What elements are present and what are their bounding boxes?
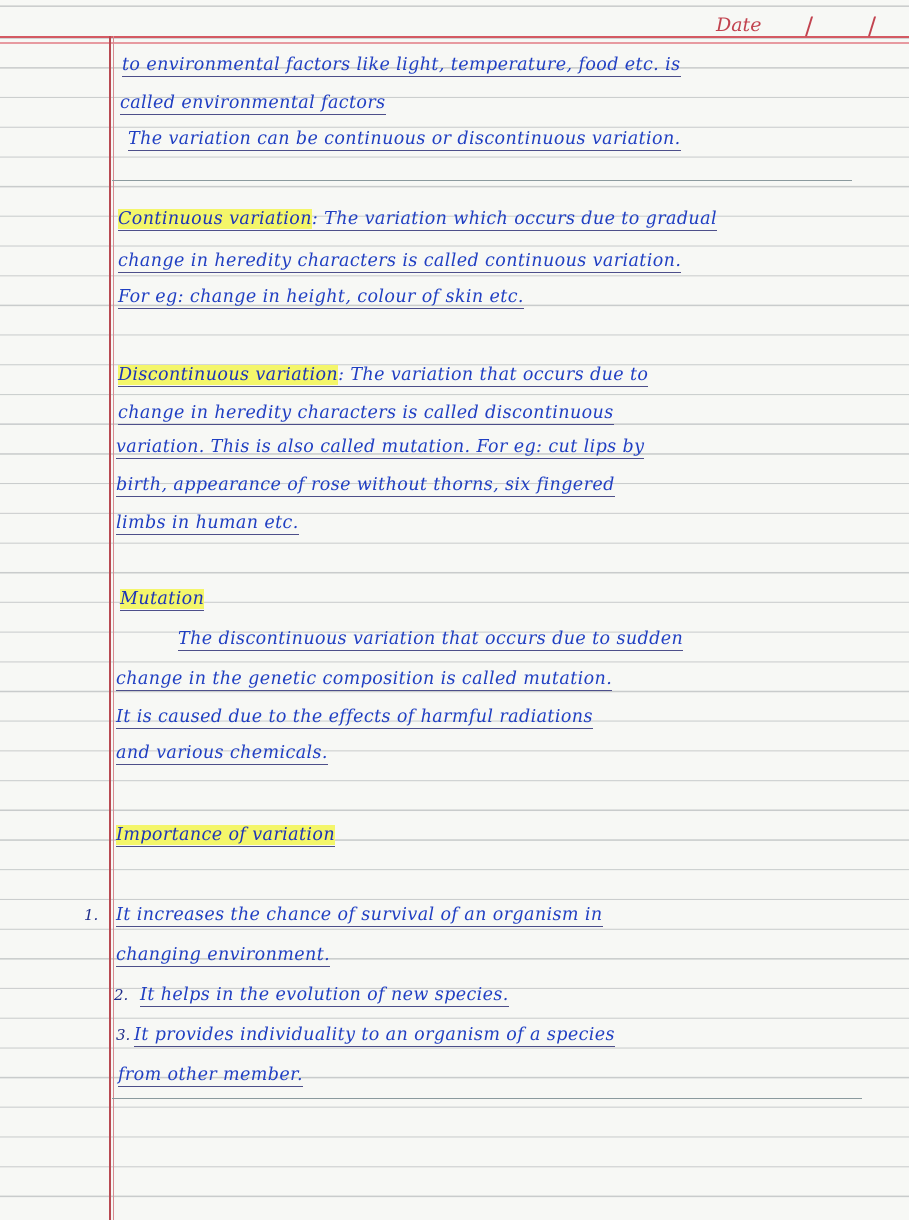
discontinuous-text-2: change in heredity characters is called discontinuous	[118, 403, 614, 423]
discontinuous-heading-line	[118, 364, 648, 387]
intro-line-3: The variation can be continuous or discontinuous variation.	[128, 129, 681, 149]
discontinuous-text-1: : The variation that occurs due to	[338, 365, 649, 385]
point-2-line-1: It helps in the evolution of new species.	[140, 985, 509, 1005]
importance-heading-line	[116, 824, 335, 847]
continuous-text-1: : The variation which occurs due to gradual	[311, 209, 717, 229]
mutation-heading: Mutation	[120, 589, 205, 609]
intro-line-1: to environmental factors like light, temperature, food etc. is	[122, 55, 681, 75]
continuous-text-2: change in heredity characters is called continuous variation.	[118, 251, 682, 271]
discontinuous-text-4: birth, appearance of rose without thorns, six fingered	[116, 475, 615, 495]
mutation-text-4: and various chemicals.	[116, 743, 328, 763]
point-1-line-1: It increases the chance of survival of an organism in	[116, 905, 603, 925]
continuous-heading: Continuous variation	[118, 209, 312, 229]
mutation-heading-line	[120, 588, 204, 611]
intro-line-2: called environmental factors	[120, 93, 386, 113]
point-3-line-2: from other member.	[118, 1065, 303, 1085]
discontinuous-text-5: limbs in human etc.	[116, 513, 299, 533]
discontinuous-heading: Discontinuous variation	[118, 365, 339, 385]
continuous-heading-line	[118, 208, 717, 231]
mutation-text-2: change in the genetic composition is called mutation.	[116, 669, 613, 689]
margin-line	[109, 36, 111, 1220]
section-gap-rule	[112, 180, 852, 181]
date-separator-1: /	[805, 12, 814, 40]
point-number-2: 2.	[114, 986, 129, 1004]
header-rule	[0, 36, 909, 38]
point-1-line-2: changing environment.	[116, 945, 331, 965]
importance-heading: Importance of variation	[116, 825, 335, 845]
date-separator-2: /	[868, 12, 877, 40]
header-rule-2	[0, 42, 909, 44]
mutation-text-3: It is caused due to the effects of harmful radiations	[116, 707, 593, 727]
point-number-1: 1.	[84, 906, 99, 924]
date-label: Date	[716, 14, 762, 36]
point-number-3: 3.	[116, 1026, 131, 1044]
continuous-text-3: For eg: change in height, colour of skin etc.	[118, 287, 524, 307]
margin-line-inner	[113, 36, 114, 1220]
point-3-line-1: It provides individuality to an organism of a species	[134, 1025, 615, 1045]
end-rule	[112, 1098, 862, 1099]
mutation-text-1: The discontinuous variation that occurs due to sudden	[178, 629, 684, 649]
discontinuous-text-3: variation. This is also called mutation. For eg: cut lips by	[116, 437, 645, 457]
